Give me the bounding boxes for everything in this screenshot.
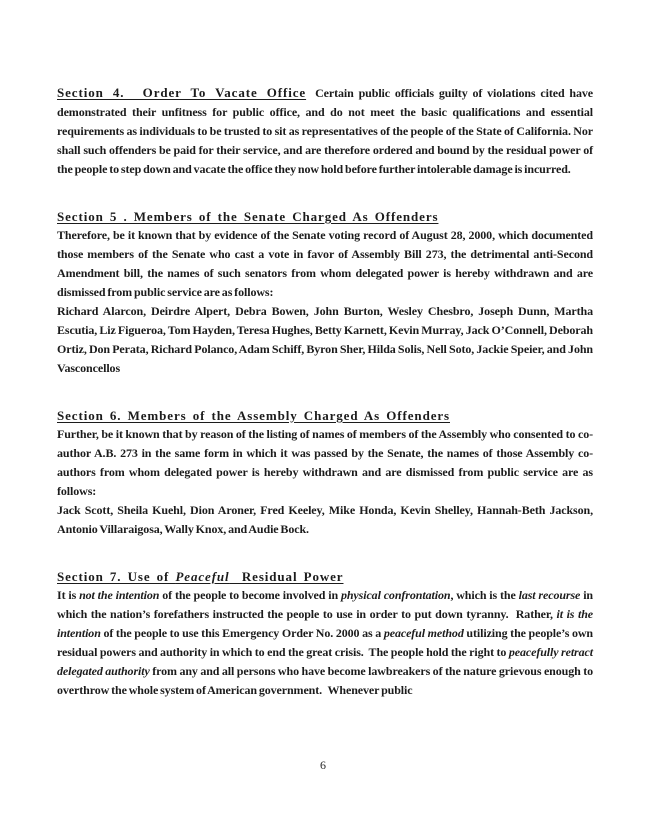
section-6	[57, 406, 593, 539]
section-7	[57, 567, 593, 700]
section-7-heading: Section 7. Use of Peaceful Residual Power	[57, 569, 344, 584]
section-5	[57, 207, 593, 378]
section-7-paragraph: It is not the intention of the people to become involved in physical confrontation, which is the last recourse in which the nation’s forefathers instructed the people to use in order to put down tyranny. Rather, it is the intention of the people to use this Emergency Order No. 2000 as a peaceful method utilizing the people’s own residual powers and authority in which to end the great crisis. The people hold the right to peacefully retract delegated authority from any and all persons who have become lawbreakers of the nature grievous enough to overthrow the whole system of American government. Whenever public	[57, 588, 594, 697]
section-6-assembly-list: Jack Scott, Sheila Kuehl, Dion Aroner, Fred Keeley, Mike Honda, Kevin Shelley, Hannah-Beth Jackson, Antonio Villaraigosa, Wally Knox, and Audie Bock.	[57, 503, 593, 536]
section-6-paragraph: Further, be it known that by reason of the listing of names of members of the Assembly who consented to co-author A.B. 273 in the same form in which it was passed by the Senate, the names of those Assembly co-authors from whom delegated power is hereby withdrawn and are dismissed from public service are as follows:	[57, 427, 593, 498]
section-4-heading: Section 4. Order To Vacate Office	[57, 85, 307, 100]
section-5-paragraph: Therefore, be it known that by evidence of the Senate voting record of August 28, 2000, which documented those members of the Senate who cast a vote in favor of Assembly Bill 273, the detrimental anti-Second Amendment bill, the names of such senators from whom delegated power is hereby withdrawn and are dismissed from public service are as follows:	[57, 228, 593, 299]
section-6-heading: Section 6. Members of the Assembly Charged As Offenders	[57, 408, 450, 423]
document-body	[57, 83, 593, 700]
section-4	[57, 83, 593, 179]
section-4-text: Certain public officials guilty of violations cited have demonstrated their unfitness for public office, and do not meet the basic qualifications and essential requirements as individuals to be trusted to sit as representatives of the people of the State of California. Nor shall such offenders be paid for their service, and are therefore ordered and bound by the residual power of the people to step down and vacate the office they now hold before further intolerable damage is incurred.	[57, 86, 594, 176]
page-number: 6	[320, 758, 326, 772]
section-5-senators-list: Richard Alarcon, Deirdre Alpert, Debra Bowen, John Burton, Wesley Chesbro, Joseph Dunn, Martha Escutia, Liz Figueroa, Tom Hayden, Teresa Hughes, Betty Karnett, Kevin Murray, Jack O’Connell, Deborah Ortiz, Don Perata, Richard Polanco, Adam Schiff, Byron Sher, Hilda Solis, Nell Soto, Jackie Speier, and John Vasconcellos	[57, 304, 593, 375]
section-4-paragraph	[57, 83, 593, 179]
section-5-heading: Section 5 . Members of the Senate Charged As Offenders	[57, 209, 439, 224]
